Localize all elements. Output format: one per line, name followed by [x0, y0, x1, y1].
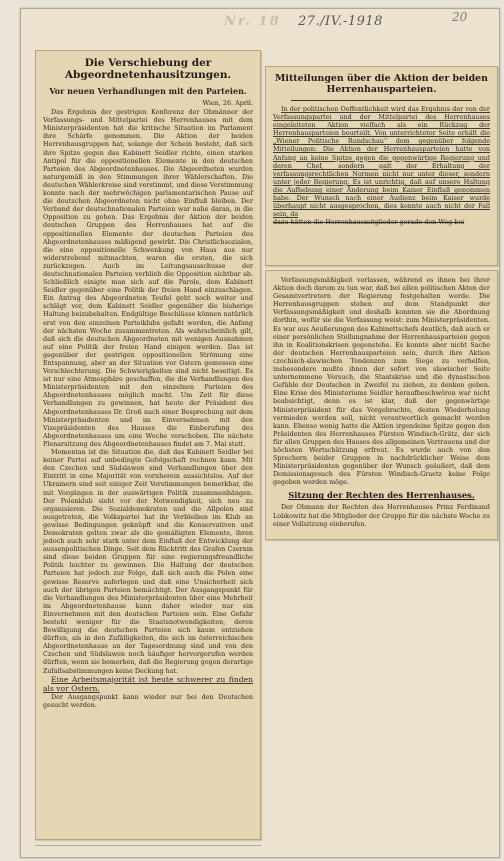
article-paragraph: Der Obmann der Rechten des Herrenhauses Prinz Ferdinand Lobkowitz hat die Mitglieder der Gruppe für die nächste Woche zu einer Vollsitzung einberufen.: [273, 503, 490, 528]
faded-stamp: Nr. 18: [224, 14, 281, 29]
article-body: [43, 108, 253, 709]
handwritten-date: 27./IV.-1918: [298, 14, 383, 29]
divider-rule: [291, 100, 472, 101]
article-closing-sentence: Der Ausgangspunkt kann wieder nur bei den Deutschen gesucht werden.: [43, 693, 253, 710]
article-dateline: Wien, 26. April.: [202, 99, 253, 107]
article-paragraph: Momentan ist die Situation die, daß das Kabinett Seidler bei keiner Partei auf unbedingte Gefolgschaft rechnen kann. Mit den Czechen und Südslawen sind Verhandlungen über den Eintritt in eine Majorität von vornherein aussichtslos. Auf der Ukrainern sind seit einiger Zeit Verstimmungen bemerkbar, die mit Vorgängen in der auswärtigen Politik zusammenhängen. Der Polenklub sieht vor der Notwendigkeit, sich neu zu organisieren. Die Sozialdemokraten und die Allpolen sind ausgetreten, die Volkspartei hat ihr Verbleiben im Klub an gewisse Bedingungen geknüpft und die Konservativen und Demokraten gelten zwar als die gemäßigten Elemente, ihren jedoch auch sehr stark unter dem Einfluß der Entwicklung der aussenpolitischen Dinge. Seit dem Rücktritt des Grafen Czernin sind diese beiden Gruppen für eine regierungsfreundliche Politik leichter zu gewinnen. Die Haltung der deutschen Parteien hat jedoch zur Folge, daß sich auch die Polen eine gewisse Reserve auferlegen und daß eine Unsicherheit sich auch der übrigen Parteien bemächtigt. Der Ausgangspunkt für die Verhandlungen des Ministerpräsidenten über eine Mehrheit im Abgeordnetenhause kann daher wieder nur ein Einvernehmen mit den deutschen Parteien sein. Eine Gefahr besteht weniger für die Staatsnotwendigkeiten, deren Bewilligung die deutschen Parteien sich kaum entziehen dürften, als in den Zufälligkeiten, die sich im österreichischen Abgeordnetenhause an der Tagesordnung sind und von den Czechen und Südslawen noch häufiger hervorgerufen werden dürften, wenn sie bemerken, daß die Regierung gegen derartige Zufallsabstimmungen keine Deckung hat.: [43, 448, 253, 675]
article-body: [273, 276, 490, 486]
newspaper-clipping-right-top: [265, 66, 498, 266]
article-headline: Mitteilungen über die Aktion der beiden Herrenhausparteien.: [275, 73, 488, 95]
article-paragraph: Verfassungsmäßigkeit verlassen, während es ihnen bei ihrer Aktion doch darum zu tun war, daß bei allen politischen Akten der Gesamtvertretern der Regierung festgehalten werde. Die Herrenhausgruppen stehen auf dem Standpunkt der Verfassungsmäßigkeit und deshalb konnten sie die Abordnung dorthin, wofür sie die Verfassung weist: zum Ministerpräsidenten. Es war aus Aeußerungen des Kabinettschefs deutlich, daß auch er einer persönlichen Stellungnahme der Herrenhausparteien gegen ihn in Koalitionskrisen gegenstehe. Es konnte aber nicht Sache der deutschen Herrenhausparteien sein, durch ihre Aktion czechisch-slawischen Tendenzen zum Siege zu verhelfen, insbesondere mußte ihnen der sofort von slawischer Seite unternommene Versuch, die Staatskrise und die dynastischen Gefühle der Deutschen in Zweifel zu ziehen, zu denken geben. Eine Krise des Ministeriums Seidler heraufbeschwören war nicht beabsichtigt, denn es ist klar, daß der gegenwärtige Ministerpräsident für das Vorgebrachte, desten Wiederholung vermieden werden soll, nicht verantwortlich gemacht werden kann. Ebenso wenig hatte die Aktion irgendeine Spitze gegen den Präsidenten des Herrenhauses Fürsten Windisch-Grätz, der sich für allen Gruppen des Hauses des allgemeinen Vertrauens und der höchsten Wertschätzung erfreut. Es wurde auch von den Sprechern beider Gruppen in nachdrücklicher Weise dem Ministerpräsidenten gegenüber der Wunsch geäußert, daß dem Demissionsgesuch des Fürsten Windisch-Graetz keine Folge gegeben werden möge.: [273, 276, 490, 487]
newspaper-clipping-left: [35, 50, 261, 840]
article-body: [273, 503, 490, 527]
struck-through-line: dazu hätten die Herrenhausmitglieder gerade den Weg bei: [273, 218, 465, 227]
article-paragraph: Das Ergebnis der gestrigen Konferenz der Obmänner der Verfassungs- und Mittelpartei des Herrenhauses mit dem Ministerpräsidenten hat die kritische Situation im Parlament ihre Schärfe genommen. Die Aktion der beiden Herrenhausgruppen hat, solange der Schein besteht, daß sich ihre Spitze gegen das Kabinett Seidler richte, einen starken Antipol für die oppositionellen Elemente in den deutschen Parteien des Abgeordnetenhauses. Die Abgeordneten wurden naturgemäß in den Stimmungen ihrer Wählerschaften. Die deutschen Wählerkreise sind verstimmt, und diese Verstimmung konnte nach der mehrwöchigen parlamentarischen Pause auf die deutschen Abgeordneten nicht ohne Einfluß bleiben. Der Verband der deutschnationalen Parteien war nahe daran, in die Opposition zu gehen. Das Ergebnis der Aktion der beiden deutschen Gruppen des Herrenhauses hat auf die oppositionellen Elemente der deutschen Parteien des Abgeordnetenhauses mäßigend gewirkt. Die Christlichsozialen, die eine oppositionelle Schwenkung von Haus aus nur widerstrebend mitmachten, waren die ersten, die sich zurückzogen. Auch im Leitungsausschusse der deutschnationalen Parteien verblieb die Opposition sichtbar ab. Schließlich einigte man sich auf die Parole, dem Kabinett Seidler gegenüber eine Politik der freien Hand einzuschlagen. Ein Antrag des Abgeordneten Teufel geht noch weiter und schlägt vor, dem Kabinett Seidler gegenüber die bisherige Haltung beizubehalten. Endgültige Beschlüsse können natürlich erst von den einzelnen Parteiklubs gefaßt werden, die Anfang der nächsten Woche zusammentreten. Als wahrscheinlich gilt, daß sich die deutschen Abgeordneten mit wenigen Ausnahmen auf eine Politik der freien Hand einigen werden. Das ist gegenüber der gestrigen oppositionellen Strömung eine Entspannung, aber an der Situation vor Ostern gemessen eine Verschlechterung. Die Schwierigkeiten sind nicht beseitigt. Es ist nur eine Atmosphäre geschaffen, die die Verhandlungen des Ministerpräsidenten mit den einzelnen Parteien des Abgeordnetenhauses möglich macht. Um Zeit für diese Verhandlungen zu gewinnen, hat heute der Präsident des Abgeordnetenhauses Dr. Groß nach einer Besprechung mit dem Ministerpräsidenten und im Einvernehmen mit den Vizepräsidenten des Hauses die Einberufung des Abgeordnetenhauses um eine Woche verschoben. Die nächste Plenarsitzung des Abgeordnetenhauses findet am 7. Mai statt.: [43, 108, 253, 448]
newspaper-clipping-right-bottom: [265, 270, 498, 540]
article-headline: Sitzung der Rechten des Herrenhauses.: [288, 490, 475, 501]
sheet-bottom-line: [35, 845, 261, 846]
article-headline: Die Verschiebung der Abgeordnetenhausitzungen.: [64, 57, 232, 81]
article-body: [273, 105, 490, 226]
article-subheadline: Vor neuen Verhandlungen mit den Parteien.: [49, 86, 247, 96]
pencil-page-number: 20: [452, 10, 468, 24]
article-paragraph: In der politischen Oeffentlichkeit wird das Ergebnis der von der Verfassungspartei und der Mittelpartei des Herrenhauses eingeleiteten Aktion vielfach als ein Rückzug der Herrenhausparteien beurteilt. Von unterrichteter Seite erhält die „Wiener Politische Rundschau“ dem gegenüber folgende Mitteilungen: Die Aktion der Herrenhausparteien hatte von Anfang an keine Spitze gegen die gegenwärtige Regierung und deren Chef, sondern galt der Erhaltung der verfassungsrechtlichen Normen nicht nur unter dieser, sondern unter jeder Regierung. Es ist unrichtig, daß auf unsere Haltung die Aufhebung einer Änderung beim Kaiser Einfluß genommen habe. Der Wunsch nach einer Audienz beim Kaiser wurde überhaupt nicht ausgesprochen, dies konnte auch nicht der Fall sein, da: [273, 105, 490, 219]
underlined-closing-sentence: Eine Arbeitsmajorität ist heute schwerer zu finden als vor Ostern.: [43, 674, 253, 693]
